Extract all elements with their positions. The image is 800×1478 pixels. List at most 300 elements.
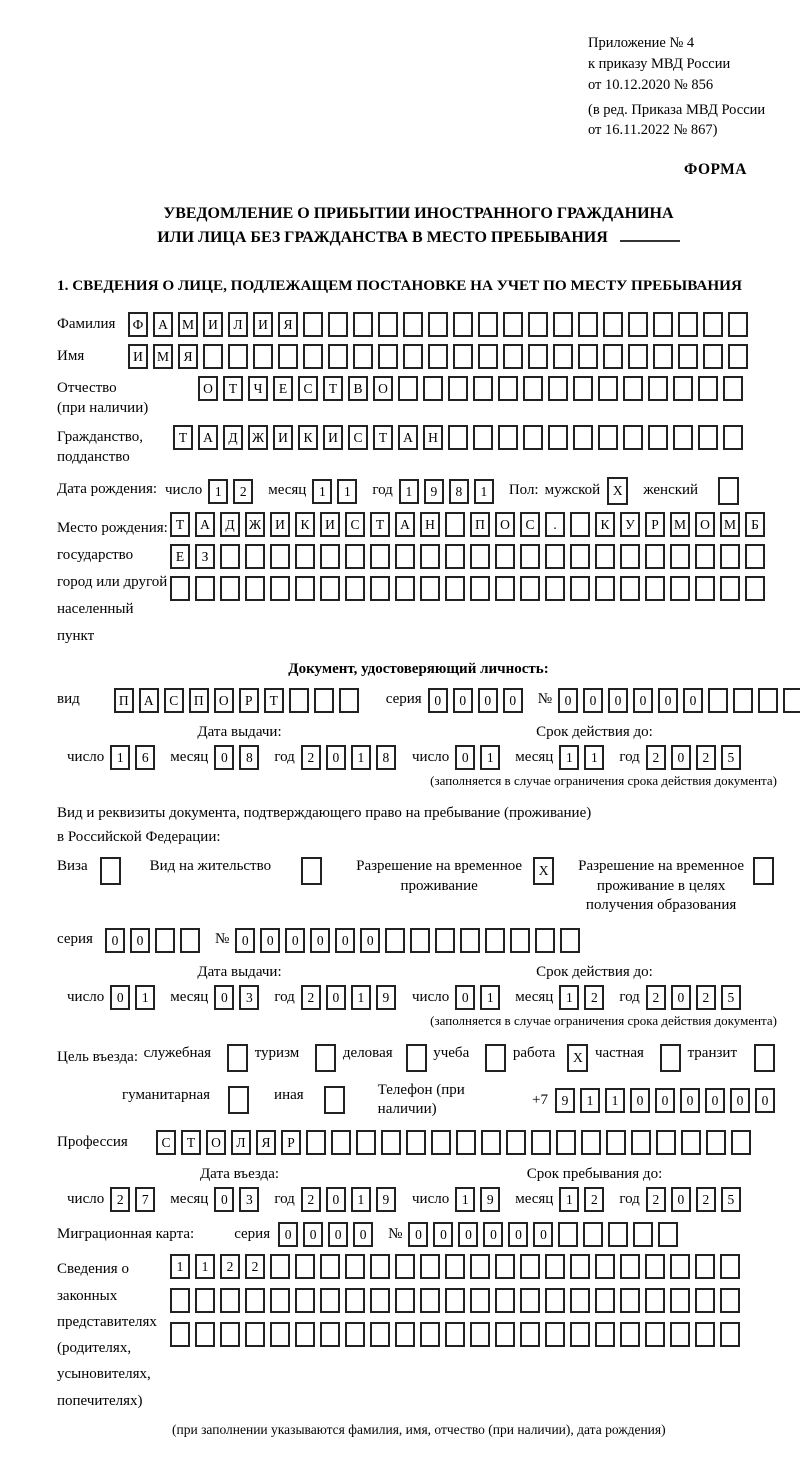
char-cell[interactable]: Н <box>423 425 443 450</box>
char-cell[interactable]: Ф <box>128 312 148 337</box>
char-cell[interactable]: А <box>398 425 418 450</box>
char-cell[interactable]: Т <box>373 425 393 450</box>
char-cell[interactable] <box>531 1130 551 1155</box>
char-cell[interactable] <box>428 344 448 369</box>
surname-input[interactable] <box>128 312 753 337</box>
char-cell[interactable] <box>420 1322 440 1347</box>
char-cell[interactable] <box>328 312 348 337</box>
visa-checkbox[interactable] <box>92 857 126 885</box>
char-cell[interactable]: Р <box>239 688 259 713</box>
char-cell[interactable] <box>100 857 121 885</box>
mc-series-input[interactable] <box>278 1222 378 1247</box>
char-cell[interactable] <box>339 688 359 713</box>
char-cell[interactable]: Л <box>231 1130 251 1155</box>
char-cell[interactable]: 0 <box>558 688 578 713</box>
char-cell[interactable] <box>653 312 673 337</box>
char-cell[interactable]: X <box>607 477 628 505</box>
char-cell[interactable] <box>381 1130 401 1155</box>
char-cell[interactable] <box>745 576 765 601</box>
char-cell[interactable]: 0 <box>630 1088 650 1113</box>
char-cell[interactable] <box>270 1288 290 1313</box>
doc-issue-year[interactable] <box>301 745 401 770</box>
char-cell[interactable]: 1 <box>480 985 500 1010</box>
name-input[interactable] <box>128 344 753 369</box>
char-cell[interactable] <box>595 1288 615 1313</box>
char-cell[interactable]: 9 <box>480 1187 500 1212</box>
char-cell[interactable]: 0 <box>130 928 150 953</box>
char-cell[interactable]: 0 <box>326 1187 346 1212</box>
char-cell[interactable]: 0 <box>583 688 603 713</box>
char-cell[interactable]: 0 <box>360 928 380 953</box>
char-cell[interactable]: 0 <box>433 1222 453 1247</box>
char-cell[interactable] <box>395 1254 415 1279</box>
residence-valid-year[interactable] <box>646 985 746 1010</box>
char-cell[interactable] <box>320 1288 340 1313</box>
char-cell[interactable]: 1 <box>351 745 371 770</box>
doc-valid-month[interactable] <box>559 745 609 770</box>
char-cell[interactable] <box>670 544 690 569</box>
char-cell[interactable] <box>645 1322 665 1347</box>
char-cell[interactable] <box>431 1130 451 1155</box>
char-cell[interactable] <box>395 544 415 569</box>
char-cell[interactable]: 0 <box>353 1222 373 1247</box>
char-cell[interactable]: 1 <box>605 1088 625 1113</box>
char-cell[interactable]: П <box>114 688 134 713</box>
char-cell[interactable]: 0 <box>671 985 691 1010</box>
char-cell[interactable]: 8 <box>239 745 259 770</box>
business-checkbox[interactable] <box>398 1044 432 1072</box>
char-cell[interactable]: 0 <box>705 1088 725 1113</box>
char-cell[interactable]: Д <box>223 425 243 450</box>
char-cell[interactable]: 0 <box>428 688 448 713</box>
char-cell[interactable] <box>420 1254 440 1279</box>
char-cell[interactable] <box>648 425 668 450</box>
char-cell[interactable]: И <box>128 344 148 369</box>
char-cell[interactable] <box>578 344 598 369</box>
char-cell[interactable]: 1 <box>135 985 155 1010</box>
char-cell[interactable] <box>356 1130 376 1155</box>
char-cell[interactable]: Я <box>178 344 198 369</box>
char-cell[interactable]: 2 <box>220 1254 240 1279</box>
char-cell[interactable] <box>485 928 505 953</box>
char-cell[interactable]: Ч <box>248 376 268 401</box>
char-cell[interactable]: И <box>323 425 343 450</box>
char-cell[interactable] <box>570 1288 590 1313</box>
char-cell[interactable] <box>370 544 390 569</box>
char-cell[interactable]: 2 <box>110 1187 130 1212</box>
char-cell[interactable] <box>520 576 540 601</box>
char-cell[interactable] <box>278 344 298 369</box>
char-cell[interactable]: Ж <box>248 425 268 450</box>
char-cell[interactable]: М <box>670 512 690 537</box>
char-cell[interactable] <box>623 376 643 401</box>
char-cell[interactable] <box>345 1322 365 1347</box>
char-cell[interactable]: Р <box>645 512 665 537</box>
char-cell[interactable] <box>570 544 590 569</box>
char-cell[interactable] <box>783 688 800 713</box>
char-cell[interactable] <box>706 1130 726 1155</box>
char-cell[interactable]: 0 <box>680 1088 700 1113</box>
residence-valid-month[interactable] <box>559 985 609 1010</box>
char-cell[interactable] <box>548 376 568 401</box>
char-cell[interactable] <box>728 344 748 369</box>
char-cell[interactable]: 0 <box>478 688 498 713</box>
char-cell[interactable] <box>495 1322 515 1347</box>
char-cell[interactable]: О <box>206 1130 226 1155</box>
doc-issue-month[interactable] <box>214 745 264 770</box>
char-cell[interactable]: 1 <box>195 1254 215 1279</box>
char-cell[interactable] <box>303 312 323 337</box>
char-cell[interactable] <box>720 576 740 601</box>
char-cell[interactable] <box>535 928 555 953</box>
char-cell[interactable] <box>453 312 473 337</box>
sex-male-checkbox[interactable] <box>607 477 633 505</box>
char-cell[interactable] <box>170 1288 190 1313</box>
char-cell[interactable] <box>473 376 493 401</box>
transit-checkbox[interactable] <box>746 1044 780 1072</box>
char-cell[interactable]: 0 <box>533 1222 553 1247</box>
doc-issue-day[interactable] <box>110 745 160 770</box>
char-cell[interactable] <box>245 1322 265 1347</box>
char-cell[interactable] <box>460 928 480 953</box>
char-cell[interactable]: 0 <box>755 1088 775 1113</box>
char-cell[interactable]: П <box>470 512 490 537</box>
char-cell[interactable]: И <box>273 425 293 450</box>
char-cell[interactable] <box>445 544 465 569</box>
char-cell[interactable] <box>695 576 715 601</box>
char-cell[interactable] <box>295 1322 315 1347</box>
char-cell[interactable] <box>331 1130 351 1155</box>
char-cell[interactable]: Т <box>370 512 390 537</box>
char-cell[interactable] <box>228 344 248 369</box>
char-cell[interactable]: Е <box>170 544 190 569</box>
char-cell[interactable] <box>370 1288 390 1313</box>
char-cell[interactable] <box>503 344 523 369</box>
char-cell[interactable]: . <box>545 512 565 537</box>
mc-number-input[interactable] <box>408 1222 683 1247</box>
char-cell[interactable] <box>720 1322 740 1347</box>
char-cell[interactable] <box>295 544 315 569</box>
char-cell[interactable] <box>470 1254 490 1279</box>
birth-place-line2[interactable] <box>170 544 770 569</box>
char-cell[interactable] <box>270 1254 290 1279</box>
char-cell[interactable] <box>528 344 548 369</box>
char-cell[interactable]: А <box>395 512 415 537</box>
char-cell[interactable]: 0 <box>328 1222 348 1247</box>
char-cell[interactable] <box>456 1130 476 1155</box>
profession-input[interactable] <box>156 1130 756 1155</box>
char-cell[interactable] <box>620 1254 640 1279</box>
char-cell[interactable]: 1 <box>480 745 500 770</box>
char-cell[interactable] <box>553 344 573 369</box>
residence-issue-month[interactable] <box>214 985 264 1010</box>
char-cell[interactable] <box>495 576 515 601</box>
char-cell[interactable] <box>406 1044 427 1072</box>
char-cell[interactable] <box>673 376 693 401</box>
char-cell[interactable]: 0 <box>285 928 305 953</box>
birth-month-input[interactable] <box>312 479 362 504</box>
char-cell[interactable] <box>270 544 290 569</box>
char-cell[interactable] <box>720 544 740 569</box>
char-cell[interactable]: М <box>153 344 173 369</box>
char-cell[interactable] <box>378 312 398 337</box>
char-cell[interactable] <box>678 312 698 337</box>
char-cell[interactable]: 1 <box>559 985 579 1010</box>
char-cell[interactable]: 0 <box>683 688 703 713</box>
char-cell[interactable] <box>695 1288 715 1313</box>
char-cell[interactable] <box>253 344 273 369</box>
char-cell[interactable] <box>314 688 334 713</box>
char-cell[interactable]: X <box>567 1044 588 1072</box>
char-cell[interactable] <box>289 688 309 713</box>
char-cell[interactable] <box>503 312 523 337</box>
char-cell[interactable] <box>270 576 290 601</box>
doc-series-input[interactable] <box>428 688 528 713</box>
char-cell[interactable] <box>498 425 518 450</box>
char-cell[interactable]: А <box>195 512 215 537</box>
char-cell[interactable] <box>220 1288 240 1313</box>
residence-permit-checkbox[interactable] <box>293 857 327 885</box>
char-cell[interactable] <box>698 425 718 450</box>
char-cell[interactable] <box>395 1288 415 1313</box>
char-cell[interactable]: О <box>695 512 715 537</box>
char-cell[interactable] <box>170 576 190 601</box>
char-cell[interactable] <box>220 576 240 601</box>
char-cell[interactable]: С <box>156 1130 176 1155</box>
char-cell[interactable] <box>560 928 580 953</box>
char-cell[interactable] <box>478 344 498 369</box>
char-cell[interactable] <box>645 1254 665 1279</box>
char-cell[interactable] <box>628 344 648 369</box>
char-cell[interactable]: 0 <box>508 1222 528 1247</box>
char-cell[interactable] <box>545 1322 565 1347</box>
char-cell[interactable] <box>410 928 430 953</box>
char-cell[interactable]: 0 <box>633 688 653 713</box>
char-cell[interactable]: 0 <box>278 1222 298 1247</box>
stay-day[interactable] <box>455 1187 505 1212</box>
char-cell[interactable]: 1 <box>399 479 419 504</box>
char-cell[interactable] <box>245 544 265 569</box>
char-cell[interactable] <box>445 1288 465 1313</box>
char-cell[interactable] <box>485 1044 506 1072</box>
humanitarian-checkbox[interactable] <box>220 1086 254 1114</box>
char-cell[interactable] <box>180 928 200 953</box>
char-cell[interactable] <box>545 544 565 569</box>
char-cell[interactable] <box>506 1130 526 1155</box>
doc-number-input[interactable] <box>558 688 800 713</box>
char-cell[interactable]: 0 <box>453 688 473 713</box>
char-cell[interactable]: 1 <box>559 1187 579 1212</box>
char-cell[interactable]: Т <box>173 425 193 450</box>
char-cell[interactable] <box>708 688 728 713</box>
char-cell[interactable]: 2 <box>646 1187 666 1212</box>
residence-valid-day[interactable] <box>455 985 505 1010</box>
char-cell[interactable]: 9 <box>376 1187 396 1212</box>
char-cell[interactable] <box>628 312 648 337</box>
char-cell[interactable] <box>645 1288 665 1313</box>
char-cell[interactable] <box>573 376 593 401</box>
char-cell[interactable] <box>423 376 443 401</box>
char-cell[interactable] <box>598 376 618 401</box>
char-cell[interactable] <box>195 576 215 601</box>
char-cell[interactable] <box>673 425 693 450</box>
representatives-line3[interactable] <box>170 1322 745 1347</box>
char-cell[interactable] <box>155 928 175 953</box>
char-cell[interactable] <box>620 1288 640 1313</box>
char-cell[interactable] <box>681 1130 701 1155</box>
char-cell[interactable] <box>523 376 543 401</box>
char-cell[interactable] <box>403 344 423 369</box>
char-cell[interactable]: И <box>253 312 273 337</box>
char-cell[interactable] <box>660 1044 681 1072</box>
char-cell[interactable] <box>498 376 518 401</box>
char-cell[interactable]: 1 <box>312 479 332 504</box>
char-cell[interactable] <box>623 425 643 450</box>
char-cell[interactable] <box>520 1254 540 1279</box>
char-cell[interactable]: Т <box>170 512 190 537</box>
char-cell[interactable] <box>733 688 753 713</box>
char-cell[interactable] <box>545 576 565 601</box>
char-cell[interactable] <box>445 1254 465 1279</box>
char-cell[interactable] <box>470 1322 490 1347</box>
char-cell[interactable]: 1 <box>337 479 357 504</box>
char-cell[interactable] <box>495 544 515 569</box>
char-cell[interactable]: П <box>189 688 209 713</box>
char-cell[interactable] <box>653 344 673 369</box>
char-cell[interactable] <box>620 576 640 601</box>
char-cell[interactable]: 7 <box>135 1187 155 1212</box>
char-cell[interactable] <box>520 544 540 569</box>
char-cell[interactable] <box>295 1254 315 1279</box>
char-cell[interactable] <box>510 928 530 953</box>
char-cell[interactable] <box>324 1086 345 1114</box>
char-cell[interactable] <box>345 544 365 569</box>
char-cell[interactable]: А <box>139 688 159 713</box>
char-cell[interactable] <box>448 425 468 450</box>
char-cell[interactable]: 2 <box>646 985 666 1010</box>
other-checkbox[interactable] <box>316 1086 350 1114</box>
char-cell[interactable]: 3 <box>239 985 259 1010</box>
char-cell[interactable]: К <box>298 425 318 450</box>
char-cell[interactable] <box>603 344 623 369</box>
char-cell[interactable] <box>420 544 440 569</box>
char-cell[interactable] <box>723 376 743 401</box>
char-cell[interactable]: 0 <box>458 1222 478 1247</box>
char-cell[interactable] <box>520 1322 540 1347</box>
citizenship-input[interactable] <box>173 425 748 450</box>
birth-year-input[interactable] <box>399 479 499 504</box>
char-cell[interactable]: Я <box>278 312 298 337</box>
char-cell[interactable] <box>470 576 490 601</box>
char-cell[interactable]: И <box>270 512 290 537</box>
char-cell[interactable] <box>670 1288 690 1313</box>
temp-residence-checkbox[interactable] <box>525 857 559 885</box>
private-checkbox[interactable] <box>652 1044 686 1072</box>
char-cell[interactable] <box>553 312 573 337</box>
char-cell[interactable]: 9 <box>555 1088 575 1113</box>
char-cell[interactable] <box>228 1086 249 1114</box>
representatives-line2[interactable] <box>170 1288 745 1313</box>
char-cell[interactable] <box>478 312 498 337</box>
char-cell[interactable]: С <box>348 425 368 450</box>
char-cell[interactable]: 2 <box>696 745 716 770</box>
char-cell[interactable]: 0 <box>105 928 125 953</box>
char-cell[interactable]: 0 <box>671 1187 691 1212</box>
char-cell[interactable]: 0 <box>326 985 346 1010</box>
char-cell[interactable]: Р <box>281 1130 301 1155</box>
birth-day-input[interactable] <box>208 479 258 504</box>
official-checkbox[interactable] <box>219 1044 253 1072</box>
char-cell[interactable] <box>573 425 593 450</box>
char-cell[interactable] <box>656 1130 676 1155</box>
char-cell[interactable] <box>720 1288 740 1313</box>
char-cell[interactable] <box>670 576 690 601</box>
char-cell[interactable]: 1 <box>170 1254 190 1279</box>
char-cell[interactable] <box>670 1322 690 1347</box>
char-cell[interactable] <box>301 857 322 885</box>
char-cell[interactable]: 1 <box>580 1088 600 1113</box>
char-cell[interactable]: У <box>620 512 640 537</box>
char-cell[interactable]: 0 <box>483 1222 503 1247</box>
char-cell[interactable]: 1 <box>208 479 228 504</box>
char-cell[interactable]: К <box>595 512 615 537</box>
char-cell[interactable] <box>320 1254 340 1279</box>
char-cell[interactable]: 6 <box>135 745 155 770</box>
study-checkbox[interactable] <box>477 1044 511 1072</box>
char-cell[interactable] <box>556 1130 576 1155</box>
char-cell[interactable] <box>481 1130 501 1155</box>
char-cell[interactable] <box>345 1254 365 1279</box>
char-cell[interactable]: И <box>203 312 223 337</box>
char-cell[interactable]: З <box>195 544 215 569</box>
char-cell[interactable]: Л <box>228 312 248 337</box>
tourism-checkbox[interactable] <box>307 1044 341 1072</box>
char-cell[interactable] <box>606 1130 626 1155</box>
char-cell[interactable]: 9 <box>376 985 396 1010</box>
stay-year[interactable] <box>646 1187 746 1212</box>
char-cell[interactable] <box>698 376 718 401</box>
char-cell[interactable]: С <box>164 688 184 713</box>
char-cell[interactable] <box>428 312 448 337</box>
char-cell[interactable] <box>420 576 440 601</box>
char-cell[interactable] <box>245 1288 265 1313</box>
char-cell[interactable]: 0 <box>658 688 678 713</box>
char-cell[interactable] <box>608 1222 628 1247</box>
char-cell[interactable]: 1 <box>351 985 371 1010</box>
char-cell[interactable] <box>703 344 723 369</box>
char-cell[interactable]: 9 <box>424 479 444 504</box>
char-cell[interactable] <box>520 1288 540 1313</box>
char-cell[interactable] <box>370 1322 390 1347</box>
char-cell[interactable] <box>353 312 373 337</box>
char-cell[interactable] <box>445 512 465 537</box>
char-cell[interactable] <box>453 344 473 369</box>
char-cell[interactable]: 1 <box>474 479 494 504</box>
char-cell[interactable]: И <box>320 512 340 537</box>
char-cell[interactable] <box>495 1288 515 1313</box>
char-cell[interactable]: В <box>348 376 368 401</box>
char-cell[interactable] <box>695 544 715 569</box>
char-cell[interactable]: 0 <box>335 928 355 953</box>
char-cell[interactable]: Т <box>264 688 284 713</box>
char-cell[interactable] <box>495 1254 515 1279</box>
char-cell[interactable] <box>723 425 743 450</box>
char-cell[interactable]: 1 <box>559 745 579 770</box>
char-cell[interactable] <box>595 576 615 601</box>
patronymic-input[interactable] <box>198 376 748 401</box>
char-cell[interactable]: С <box>520 512 540 537</box>
doc-valid-day[interactable] <box>455 745 505 770</box>
